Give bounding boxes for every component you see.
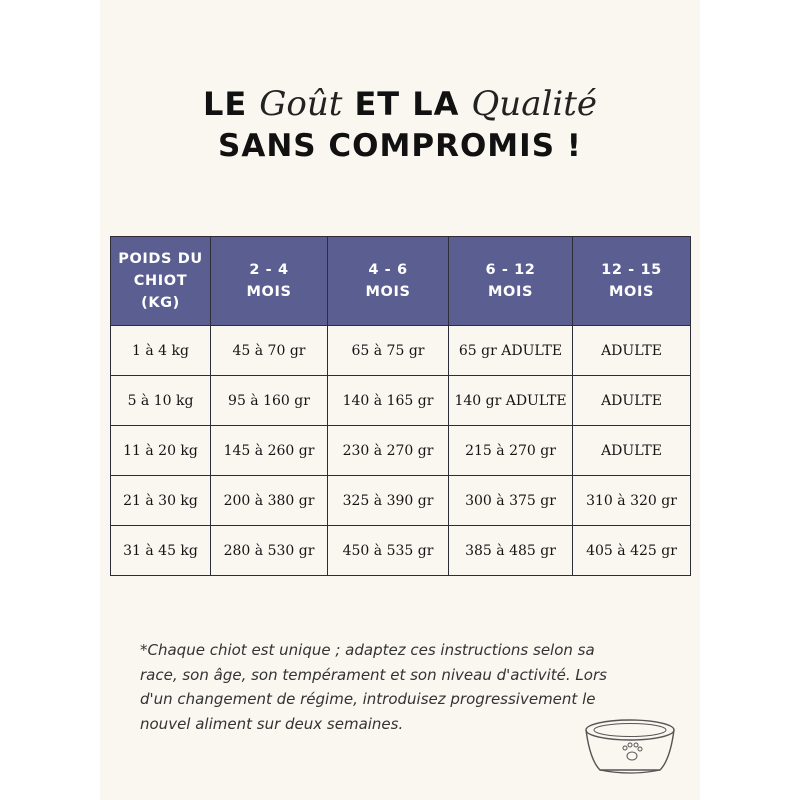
header-line: POIDS DU <box>118 251 203 267</box>
header-line: MOIS <box>246 284 292 300</box>
footnote-line: d'un changement de régime, introduisez progressivement le <box>140 690 596 708</box>
table-cell: 405 à 425 gr <box>573 526 691 576</box>
table-cell: 5 à 10 kg <box>111 376 211 426</box>
header-line: 6 - 12 <box>485 262 536 278</box>
heading-word-gout: Goût <box>259 84 343 124</box>
header-poids <box>111 237 211 326</box>
header-12-15-mois <box>573 237 691 326</box>
table-cell: 1 à 4 kg <box>111 326 211 376</box>
header-line: MOIS <box>365 284 411 300</box>
table-cell: 31 à 45 kg <box>111 526 211 576</box>
infographic-card <box>100 0 700 800</box>
table-cell: 325 à 390 gr <box>328 476 449 526</box>
table-cell: 45 à 70 gr <box>211 326 328 376</box>
header-line: 4 - 6 <box>368 262 408 278</box>
table-cell: 145 à 260 gr <box>211 426 328 476</box>
table-cell: 215 à 270 gr <box>449 426 573 476</box>
footnote-line: race, son âge, son tempérament et son niveau d'activité. Lors <box>140 665 607 684</box>
header-line: 2 - 4 <box>249 262 289 278</box>
heading-line-2: SANS COMPROMIS ! <box>218 128 582 164</box>
table-cell: 140 à 165 gr <box>328 376 449 426</box>
table-cell: 300 à 375 gr <box>449 476 573 526</box>
table-cell: 140 gr ADULTE <box>449 376 573 426</box>
header-2-4-mois <box>211 237 328 326</box>
table-row <box>111 376 691 426</box>
table-cell: 65 à 75 gr <box>328 326 449 376</box>
header-line: 12 - 15 <box>601 262 662 278</box>
table-cell: 95 à 160 gr <box>211 376 328 426</box>
feeding-table <box>110 236 691 576</box>
table-cell: 21 à 30 kg <box>111 476 211 526</box>
heading-word-le: LE <box>202 85 248 123</box>
header-4-6-mois <box>328 237 449 326</box>
table-cell: ADULTE <box>573 376 691 426</box>
footnote-line: *Chaque chiot est unique ; adaptez ces instructions selon sa <box>140 641 595 659</box>
heading-word-et-la: ET LA <box>354 85 460 123</box>
header-line: CHIOT <box>133 273 188 289</box>
table-cell: ADULTE <box>573 326 691 376</box>
dog-bowl-icon <box>580 712 680 782</box>
table-cell: 65 gr ADULTE <box>449 326 573 376</box>
table-cell: 230 à 270 gr <box>328 426 449 476</box>
table-cell: 310 à 320 gr <box>573 476 691 526</box>
footnote-line: nouvel aliment sur deux semaines. <box>140 714 404 733</box>
header-line: MOIS <box>488 284 533 300</box>
table-cell: 280 à 530 gr <box>211 526 328 576</box>
footnote <box>140 638 640 736</box>
table-cell: 200 à 380 gr <box>211 476 328 526</box>
table-row <box>111 326 691 376</box>
header-6-12-mois <box>449 237 573 326</box>
table-cell: 450 à 535 gr <box>328 526 449 576</box>
header-line: MOIS <box>609 284 654 300</box>
table-cell: ADULTE <box>573 426 691 476</box>
table-header-row <box>111 237 691 326</box>
table-row <box>111 476 691 526</box>
table-row <box>111 526 691 576</box>
table-cell: 385 à 485 gr <box>449 526 573 576</box>
table-row <box>111 426 691 476</box>
paw-print-icon <box>623 743 642 760</box>
header-line: (KG) <box>141 295 180 311</box>
table-cell: 11 à 20 kg <box>111 426 211 476</box>
heading-word-qualite: Qualité <box>471 84 597 124</box>
